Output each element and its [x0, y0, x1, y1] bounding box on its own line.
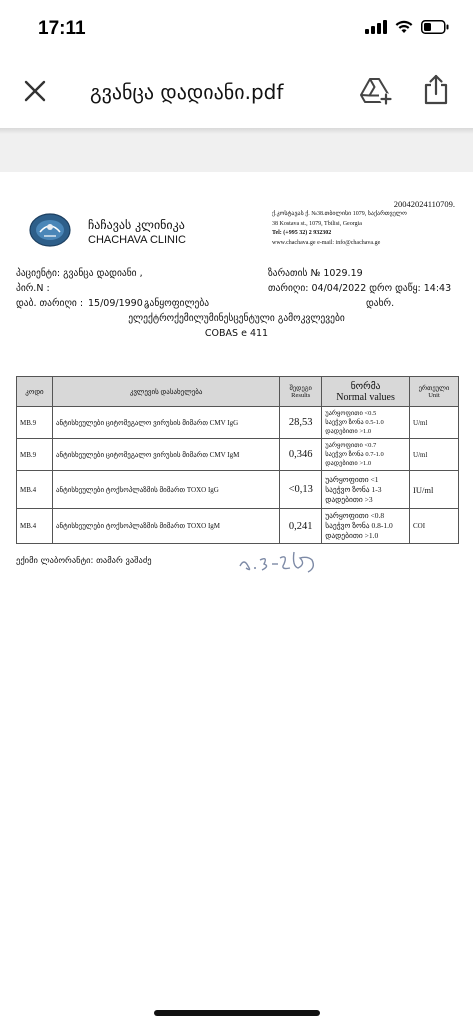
invoice-number: ზარათის № 1029.19	[268, 268, 363, 279]
row-normal-values	[322, 407, 410, 439]
nav-shadow	[0, 128, 473, 134]
row-normal-values	[322, 439, 410, 471]
row-unit: U/ml	[410, 407, 459, 439]
row-result: 0,346	[280, 439, 322, 471]
row-normal-values	[322, 471, 410, 509]
share-icon[interactable]	[422, 74, 450, 106]
row-unit: U/ml	[410, 439, 459, 471]
norm-doubtful: საეჭვო ზონა 0.8-1.0	[325, 521, 393, 530]
close-icon[interactable]	[22, 78, 48, 104]
header-code: კოდი	[17, 377, 53, 407]
row-code: MB.4	[17, 509, 53, 544]
lab-doctor: ექიმი ლაბორანტი: თამარ ვაშაძე	[16, 556, 152, 566]
row-result: 28,53	[280, 407, 322, 439]
table-header-row	[17, 377, 459, 407]
nav-bar	[0, 58, 473, 128]
clinic-phone: Tel: (+995 32) 2 932302	[272, 230, 332, 236]
address-english: 38 Kostava st., 1079, Tbilisi, Georgia	[272, 220, 362, 227]
analyzer-name: COBAS e 411	[204, 328, 269, 339]
norm-negative: უარყოფითი <0.7	[325, 442, 377, 449]
row-test-name: ანტისხეულები ტოქსოპლაზმის მიმართ TOXO IgM	[52, 509, 279, 544]
status-time: 17:11	[38, 18, 86, 39]
status-bar	[0, 0, 473, 58]
norm-positive: დადებითი >1.0	[325, 460, 372, 467]
date-of-birth-label: დაბ. თარიღი :	[16, 298, 84, 309]
header-result	[280, 377, 322, 407]
clinic-name-georgian: ჩაჩავას კლინიკა	[88, 218, 185, 232]
row-unit: COI	[410, 509, 459, 544]
row-result: <0,13	[280, 471, 322, 509]
table-row	[17, 439, 459, 471]
table-row	[17, 509, 459, 544]
status-icons	[365, 20, 449, 34]
clinic-logo-icon	[28, 212, 72, 248]
row-code: MB.9	[17, 407, 53, 439]
department-label: განყოფილება	[144, 298, 210, 309]
wifi-icon	[395, 20, 413, 34]
patient-id: პირ.N :	[16, 283, 50, 294]
norm-doubtful: საეჭვო ზონა 0.7-1.0	[325, 451, 384, 458]
analysis-title: ელექტროქემილუმინესცენტული გამოკვლევები	[128, 313, 345, 324]
clinic-address-block	[272, 210, 462, 248]
pdf-page	[0, 172, 473, 1008]
header-result-en: Results	[291, 392, 311, 399]
row-test-name: ანტისხეულები ტოქსოპლაზმის მიმართ TOXO IgG	[52, 471, 279, 509]
handwritten-signature	[236, 546, 326, 576]
norm-negative: უარყოფითი <1	[325, 474, 379, 484]
cellular-signal-icon	[365, 20, 387, 34]
header-test: კვლევის დასახელება	[52, 377, 279, 407]
norm-negative: უარყოფითი <0.5	[325, 410, 377, 417]
row-code: MB.4	[17, 471, 53, 509]
row-test-name: ანტისხეულები ციტომეგალო ვირუსის მიმართ CMV IgM	[52, 439, 279, 471]
norm-positive: დადებითი >1.0	[325, 428, 372, 435]
clinic-name-english: CHACHAVA CLINIC	[88, 234, 187, 246]
header-unit-ka: ერთეული	[418, 385, 450, 392]
norm-negative: უარყოფითი <0.8	[325, 511, 385, 520]
patient-name: პაციენტი: გვანცა დადიანი ,	[16, 268, 143, 279]
header-norm	[322, 377, 410, 407]
header-result-ka: შედეგი	[289, 385, 312, 392]
document-number: 20042024110709.	[393, 199, 455, 209]
row-result: 0,241	[280, 509, 322, 544]
header-unit	[410, 377, 459, 407]
row-test-name: ანტისხეულები ციტომეგალო ვირუსის მიმართ CMV IgG	[52, 407, 279, 439]
header-norm-ka: ნორმა	[350, 381, 381, 392]
address-georgian: ქ.კოსტავას ქ. №38.თბილისი 1079, საქართველო	[272, 211, 407, 217]
home-indicator[interactable]	[154, 1010, 320, 1016]
file-title: გვანცა დადიანი.pdf	[90, 80, 284, 104]
norm-doubtful: საეჭვო ზონა 0.5-1.0	[325, 419, 384, 426]
table-row	[17, 407, 459, 439]
table-row	[17, 471, 459, 509]
norm-positive: დადებითი >3	[325, 494, 373, 504]
norm-positive: დადებითი >1.0	[325, 531, 379, 540]
header-norm-en: Normal values	[336, 391, 395, 403]
date-of-birth-value: 15/09/1990 ,	[88, 298, 149, 309]
test-date: თარიღი: 04/04/2022 დრო დაწყ: 14:43	[268, 283, 452, 294]
norm-doubtful: საეჭვო ზონა 1-3	[325, 484, 382, 494]
header-unit-en: Unit	[428, 392, 440, 399]
add-to-drive-icon[interactable]	[360, 76, 392, 106]
ward-label: დახრ.	[366, 298, 395, 309]
row-code: MB.9	[17, 439, 53, 471]
results-table	[16, 376, 459, 544]
row-normal-values	[322, 509, 410, 544]
battery-icon	[421, 20, 449, 34]
clinic-web-email: www.chachava.ge e-mail: info@chachava.ge	[272, 239, 381, 246]
row-unit: IU/ml	[410, 471, 459, 509]
